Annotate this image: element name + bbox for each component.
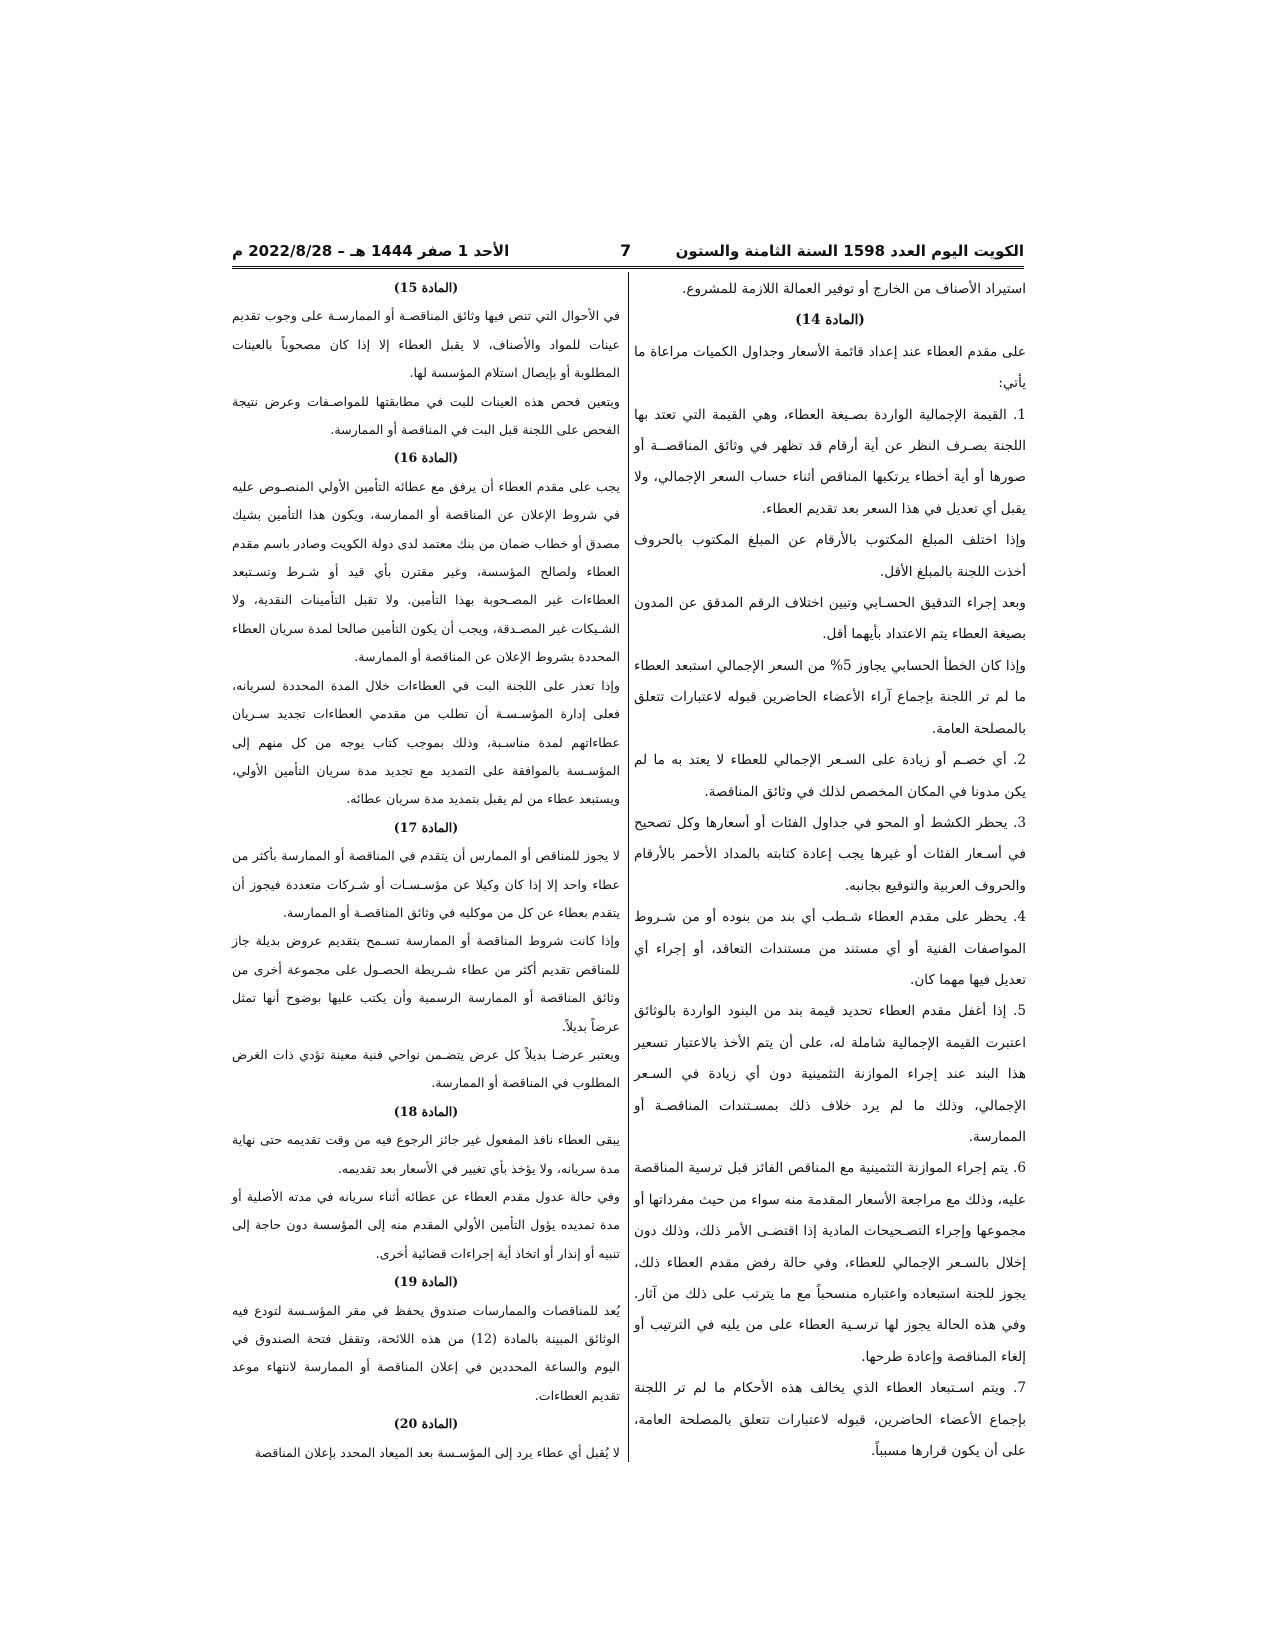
article-heading: (المادة 19) [393, 1274, 459, 1290]
paragraph: ويعتبر عرضـا بديلاً كل عرض يتضـمن نواحي فنية معينة تؤدي ذات الغرض المطلوب في المناقصة أو الممارسة. [232, 1046, 620, 1091]
paragraph: لا يُقبل أي عطاء يرد إلى المؤسـسة بعد الميعاد المحدد بإعلان المناقصة [254, 1444, 620, 1460]
paragraph: لا يجوز للمناقص أو الممارس أن يتقدم في المناقصة أو الممارسة بأكثر من عطاء واحد إلا إذا كان وكيلا عن مؤسـسـات أو شـركات متعددة فيجوز أن يتقدم بعطاء عن كل من موكليه في وثائق المناقصـة أو الممارسة. [232, 848, 620, 920]
paragraph: يبقى العطاء نافذ المفعول غير جائز الرجوع فيه من وقت تقديمه حتى نهاية مدة سريانه، ولا يؤخذ بأي تغيير في الأسعار بعد تقديمه. [232, 1132, 620, 1176]
paragraph: 5. إذا أغفل مقدم العطاء تحديد قيمة بند من البنود الواردة بالوثائق اعتبرت القيمة الإجمالية شاملة له، على أن يتم الأخذ بالاعتبار تسعير هذا البند عند إجراء الموازنة التثمينية دون أي زيادة في السـعر الإجمالي، وذلك ما لم يرد خلاف ذلك بمسـتندات المناقصـة أو الممارسة. [634, 1003, 1026, 1145]
publication-info: الكويت اليوم العدد 1598 السنة الثامنة والستون [675, 242, 1024, 260]
paragraph: 2. أي خصـم أو زيادة على السـعر الإجمالي للعطاء لا يعتد به ما لم يكن مدونا في المكان المخصص لذلك في وثائق المناقصة. [634, 752, 1026, 800]
article-heading: (المادة 15) [393, 280, 459, 295]
paragraph: وإذا تعذر على اللجنة البت في العطاءات خلال المدة المحددة لسريانه، فعلى إدارة المؤسـسـة أن تطلب من مقدمي العطاءات تجديد سـريان عطاءاتهم لمدة مناسـبة، وذلك بموجب كتاب يوجه من كل منهم إلى المؤسـسة بالموافقة على التمديد مع تجديد مدة سريان التأمين الأولي، ويستبعد عطاء من لم يقبل بتمديد مدة سريان عطائه. [232, 677, 620, 807]
paragraph: وفي حالة عدول مقدم العطاء عن عطائه أثناء سريانه في مدته الأصلية أو مدة تمديده يؤول التأمين الأولي المقدم منه إلى المؤسسة دون حاجة إلى تنبيه أو إنذار أو اتخاذ أية إجراءات قضائية أخرى. [232, 1189, 620, 1261]
paragraph: وبعد إجراء التدقيق الحسـابي وتبين اختلاف الرقم المدقق عن المدون بصيغة العطاء يتم الاعتداد بأيهما أقل. [634, 595, 1026, 643]
header-rule [232, 266, 1024, 269]
paragraph: 4. يحظر على مقدم العطاء شـطب أي بند من بنوده أو من شـروط المواصفات الفنية أو أي مستند من مستندات التعاقد، أو إجراء أي تعديل فيها مهما كان. [634, 909, 1026, 988]
right-column [634, 274, 1026, 1467]
paragraph: استيراد الأصناف من الخارج أو توفير العمالة اللازمة للمشروع. [682, 281, 1026, 297]
paragraph: 1. القيمة الإجمالية الواردة بصـيغة العطاء، وهي القيمة التي تعتد بها اللجنة بصـرف النظر عن أية أرقام قد تظهر في وثائق المناقصــة أو صورها أو أية أخطاء يرتكبها المناقص أثناء حساب السعر الإجمالي، ولا يقبل أي تعديل في هذا السعر بعد تقديم العطاء. [634, 406, 1026, 517]
paragraph: وإذا كانت شروط المناقصة أو الممارسة تسـمح بتقديم عروض بديلة جاز للمناقص تقديم أكثر من عطاء شـريطة الحصـول على مجموعة أخرى من وثائق المناقصة أو الممارسة الرسمية وأن يكتب عليها بوضوح أنها تمثل عرضاً بديلاً. [232, 933, 620, 1034]
article-heading: (المادة 16) [393, 450, 459, 466]
paragraph: 7. ويتم اسـتبعاد العطاء الذي يخالف هذه الأحكام ما لم تر اللجنة بإجماع الأعضاء الحاضرين، قبوله لاعتبارات تتعلق بالمصلحة العامة، على أن يكون قرارها مسبباً. [634, 1380, 1026, 1460]
paragraph: 6. يتم إجراء الموازنة التثمينية مع المناقص الفائز قبل ترسية المناقصة عليه، وذلك مع مراجعة الأسعار المقدمة منه سواء من حيث مفرداتها أو مجموعها وإجراء التصـحيحات المادية إذا اقتضـى الأمر ذلك، وذلك دون إخلال بالسـعر الإجمالي للعطاء، وفي حالة رفض مقدم العطاء ذلك، يجوز للجنة استبعاده واعتباره منسحباً مع ما يترتب على ذلك من آثار. وفي هذه الحالة يجوز لها ترسـية العطاء على من يليه في الترتيب أو إلغاء المناقصة وإعادة طرحها. [634, 1160, 1026, 1365]
paragraph: في الأحوال التي تنص فيها وثائق المناقصـة أو الممارسـة على وجوب تقديم عينات للمواد والأصناف، لا يقبل العطاء إلا إذا كان مصحوباً بالعينات المطلوبة أو بإيصال استلام المؤسسة لها. [232, 308, 620, 381]
left-column [232, 274, 620, 1467]
paragraph: 3. يحظر الكشط أو المحو في جداول الفئات أو أسعارها وكل تصحيح في أسـعار الفئات أو غيرها يجب إعادة كتابته بالمداد الأحمر بالأرقام والحروف العربية والتوقيع بجانبه. [634, 814, 1026, 894]
paragraph: على مقدم العطاء عند إعداد قائمة الأسعار وجداول الكميات مراعاة ما يأتي: [634, 343, 1026, 392]
page-number: 7 [620, 241, 632, 260]
issue-date: الأحد 1 صفر 1444 هـ – 2022/8/28 م [232, 242, 510, 260]
paragraph: وإذا كان الخطأ الحسابي يجاوز 5% من السعر الإجمالي استبعد العطاء ما لم تر اللجنة بإجماع آراء الأعضاء الحاضرين قبوله لاعتبارات تتعلق بالمصلحة العامة. [634, 657, 1026, 737]
column-divider [628, 272, 629, 1462]
article-heading: (المادة 20) [393, 1416, 459, 1432]
page-header [232, 238, 1024, 264]
paragraph: وإذا اختلف المبلغ المكتوب بالأرقام عن المبلغ المكتوب بالحروف أخذت اللجنة بالمبلغ الأقل. [634, 532, 1026, 580]
paragraph: يُعد للمناقصات والممارسات صندوق يحفظ في مقر المؤسـسة لتودع فيه الوثائق المبينة بالمادة (12) من هذه اللائحة، وتقفل فتحة الصندوق في اليوم والساعة المحددين في إعلان المناقصة أو الممارسة لانتهاء موعد تقديم العطاءات. [232, 1302, 620, 1403]
article-heading: (المادة 18) [393, 1103, 459, 1119]
article-heading: (المادة 17) [393, 819, 459, 835]
article-heading: (المادة 14) [795, 312, 865, 329]
paragraph: ويتعين فحص هذه العينات للبت في مطابقتها للمواصـفات وعرض نتيجة الفحص على اللجنة قبل البت في المناقصة أو الممارسة. [232, 393, 620, 438]
paragraph: يجب على مقدم العطاء أن يرفق مع عطائه التأمين الأولي المنصـوص عليه في شروط الإعلان عن المناقصة أو الممارسة، ويكون هذا التأمين بشيك مصدق أو خطاب ضمان من بنك معتمد لدى دولة الكويت وصادر باسم مقدم العطاء ولصالح المؤسسة، وغير مقترن بأي قيد أو شـرط وتسـتبعد العطاءات غير المصـحوبة بهذا التأمين. ولا تقبل التأمينات النقدية، ولا الشـيكات غير المصـدقة، ويجب أن يكون التأمين صالحا لمدة سريان العطاء المحددة بشروط الإعلان عن المناقصة أو الممارسة. [232, 478, 620, 665]
